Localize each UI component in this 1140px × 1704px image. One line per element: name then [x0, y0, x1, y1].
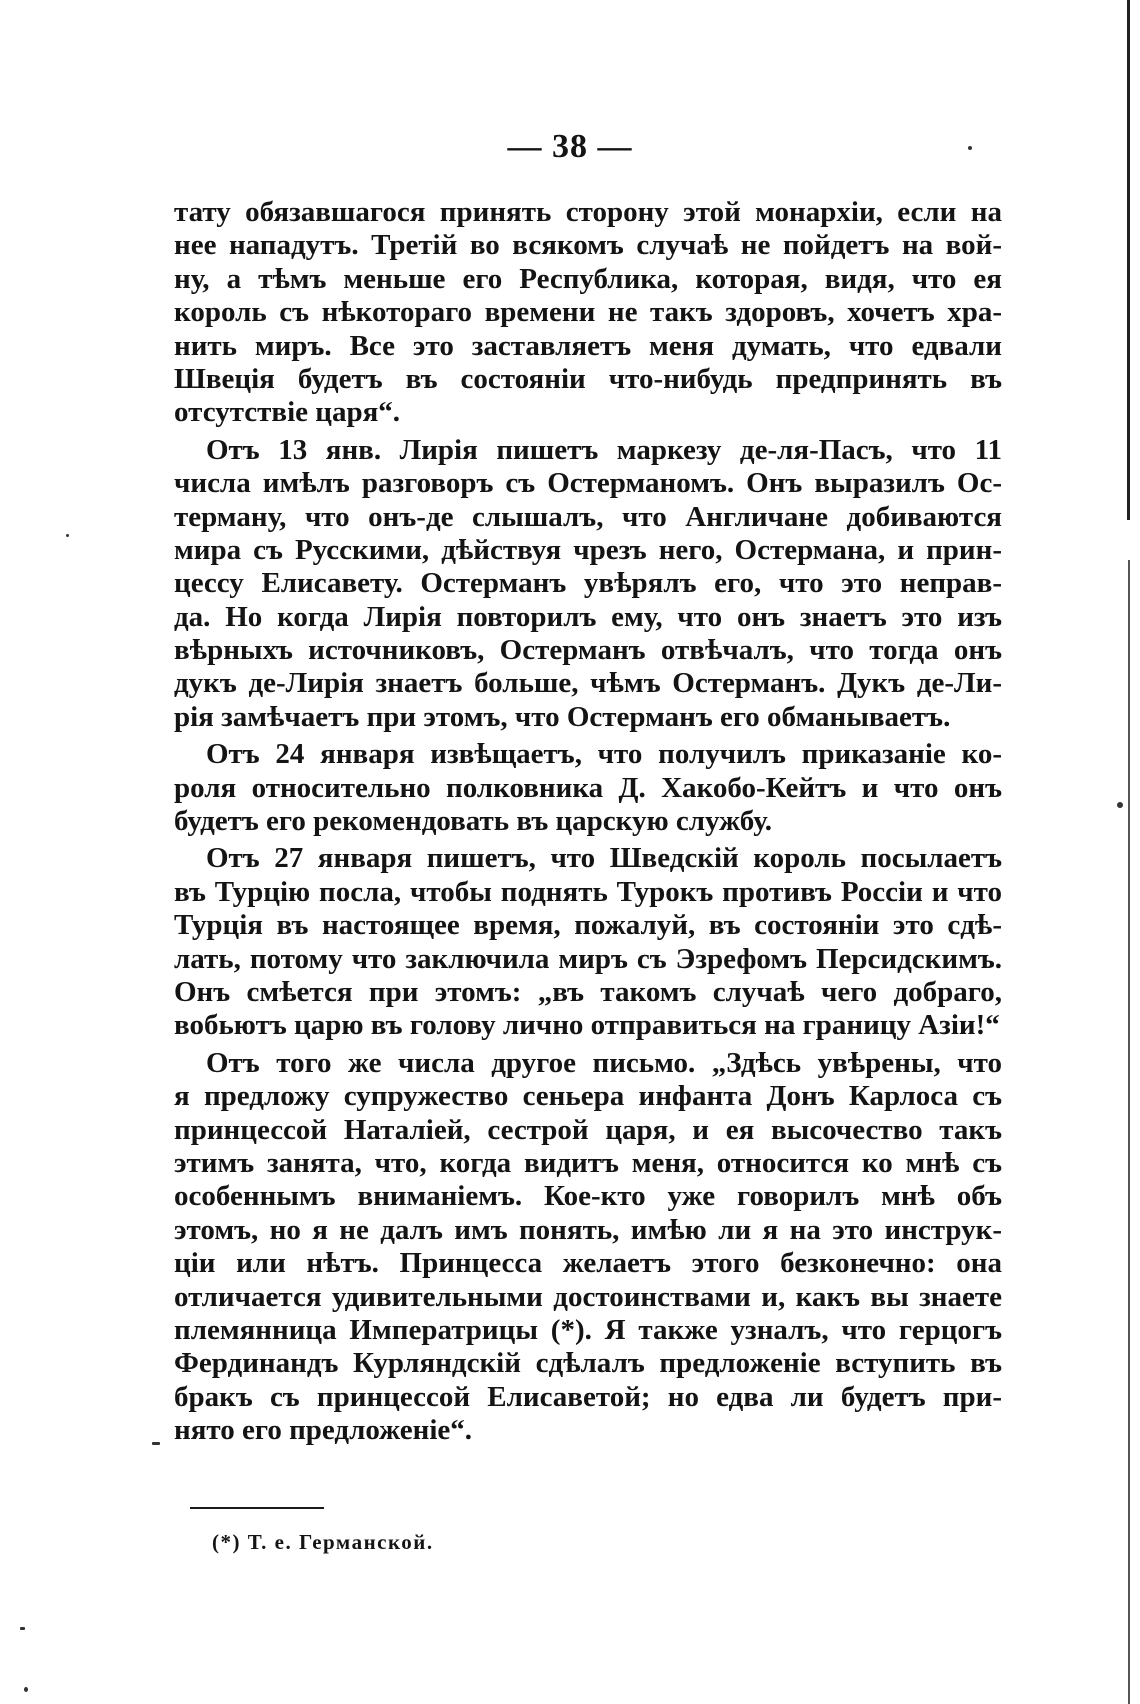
paragraph [174, 434, 1002, 735]
paragraph [174, 842, 1002, 1042]
text-line: цессу Елисавету. Остерманъ увѣрялъ его, что это неправ- [174, 567, 1002, 600]
print-speck [20, 1627, 25, 1630]
text-line: Отъ того же числа другое письмо. „Здѣсь увѣрены, что [206, 1046, 1002, 1079]
page-edge-shadow [1127, 0, 1130, 520]
text-line: числа имѣлъ разговоръ съ Остерманомъ. Онъ выразилъ Ос- [174, 467, 1002, 500]
text-line: тату обязавшагося принять сторону этой монархіи, если на [174, 196, 1002, 228]
text-line: Турція въ настоящее время, пожалуй, въ состояніи это сдѣ- [174, 909, 1002, 942]
text-line: Швеція будетъ въ состояніи что-нибудь предпринять въ [174, 362, 1002, 395]
text-line: нить миръ. Все это заставляетъ меня думать, что едвали [174, 329, 1002, 362]
text-line: мира съ Русскими, дѣйствуя чрезъ него, Остермана, и прин- [174, 533, 1002, 566]
text-line: нято его предложеніе“. [174, 1414, 473, 1447]
footnote: (*) Т. е. Германской. [212, 1530, 434, 1554]
text-line: я предложу супружество сеньера инфанта Донъ Карлоса съ [174, 1080, 1002, 1113]
print-speck [24, 1687, 28, 1692]
paragraph [174, 196, 1002, 430]
page-edge-shadow-lower [1128, 560, 1130, 1704]
text-line: лать, потому что заключила миръ съ Эзрефомъ Персидскимъ. [174, 942, 1002, 975]
text-line: будетъ его рекомендовать въ царскую службу. [174, 805, 773, 838]
print-speck [1117, 802, 1123, 808]
text-line: Отъ 13 янв. Лирія пишетъ маркезу де-ля-Пасъ, что 11 [206, 433, 1002, 466]
text-line: племянница Императрицы (*). Я также узналъ, что герцогъ [174, 1313, 1002, 1346]
print-speck [152, 1442, 160, 1445]
text-line: дукъ де-Лирія знаетъ больше, чѣмъ Остерманъ. Дукъ де-Ли- [174, 667, 1002, 700]
body-text [174, 196, 1002, 1447]
text-line: бракъ съ принцессой Елисаветой; но едва ли будетъ при- [174, 1380, 1002, 1413]
text-line: король съ нѣкотораго времени не такъ здоровъ, хочетъ хра- [174, 296, 1002, 329]
text-line: да. Но когда Лирія повторилъ ему, что онъ знаетъ это изъ [174, 600, 1002, 633]
text-line: ціи или нѣтъ. Принцесса желаетъ этого безконечно: она [174, 1247, 1002, 1280]
text-line: терману, что онъ-де слышалъ, что Англичане добиваются [174, 500, 1002, 533]
text-line: Фердинандъ Курляндскій сдѣлалъ предложеніе вступить въ [174, 1347, 1002, 1380]
paragraph [174, 1047, 1002, 1448]
text-line: въ Турцію посла, чтобы поднять Турокъ противъ Россіи и что [174, 875, 1002, 908]
text-line: нее нападутъ. Третій во всякомъ случаѣ не пойдетъ на вой- [174, 229, 1002, 262]
text-line: отличается удивительными достоинствами и, какъ вы знаете [174, 1280, 1002, 1313]
page-number: — 38 — [507, 128, 633, 165]
text-line: вобьютъ царю въ голову лично отправиться на границу Азіи!“ [174, 1009, 1000, 1042]
text-line: этомъ, но я не далъ имъ понять, имѣю ли я на это инструк- [174, 1213, 1002, 1246]
text-line: рія замѣчаетъ при этомъ, что Остерманъ его обманываетъ. [174, 700, 951, 733]
print-speck [66, 534, 69, 537]
paragraph [174, 738, 1002, 838]
text-line: принцессой Наталіей, сестрой царя, и ея высочество такъ [174, 1113, 1002, 1146]
text-line: Онъ смѣется при этомъ: „въ такомъ случаѣ чего добраго, [174, 975, 1002, 1008]
text-line: отсутствіе царя“. [174, 396, 401, 429]
text-line: роля относительно полковника Д. Хакобо-Кейтъ и что онъ [174, 771, 1002, 804]
text-line: ну, а тѣмъ меньше его Республика, которая, видя, что ея [174, 262, 1002, 295]
text-line: особеннымъ вниманіемъ. Кое-кто уже говорилъ мнѣ объ [174, 1180, 1002, 1213]
footnote-rule [190, 1507, 324, 1509]
text-line: Отъ 27 января пишетъ, что Шведскій король посылаетъ [206, 842, 1002, 875]
text-line: этимъ занята, что, когда видитъ меня, относится ко мнѣ съ [174, 1146, 1002, 1179]
text-line: Отъ 24 января извѣщаетъ, что получилъ приказаніе ко- [206, 738, 1002, 771]
text-line: вѣрныхъ источниковъ, Остерманъ отвѣчалъ, что тогда онъ [174, 634, 1002, 667]
